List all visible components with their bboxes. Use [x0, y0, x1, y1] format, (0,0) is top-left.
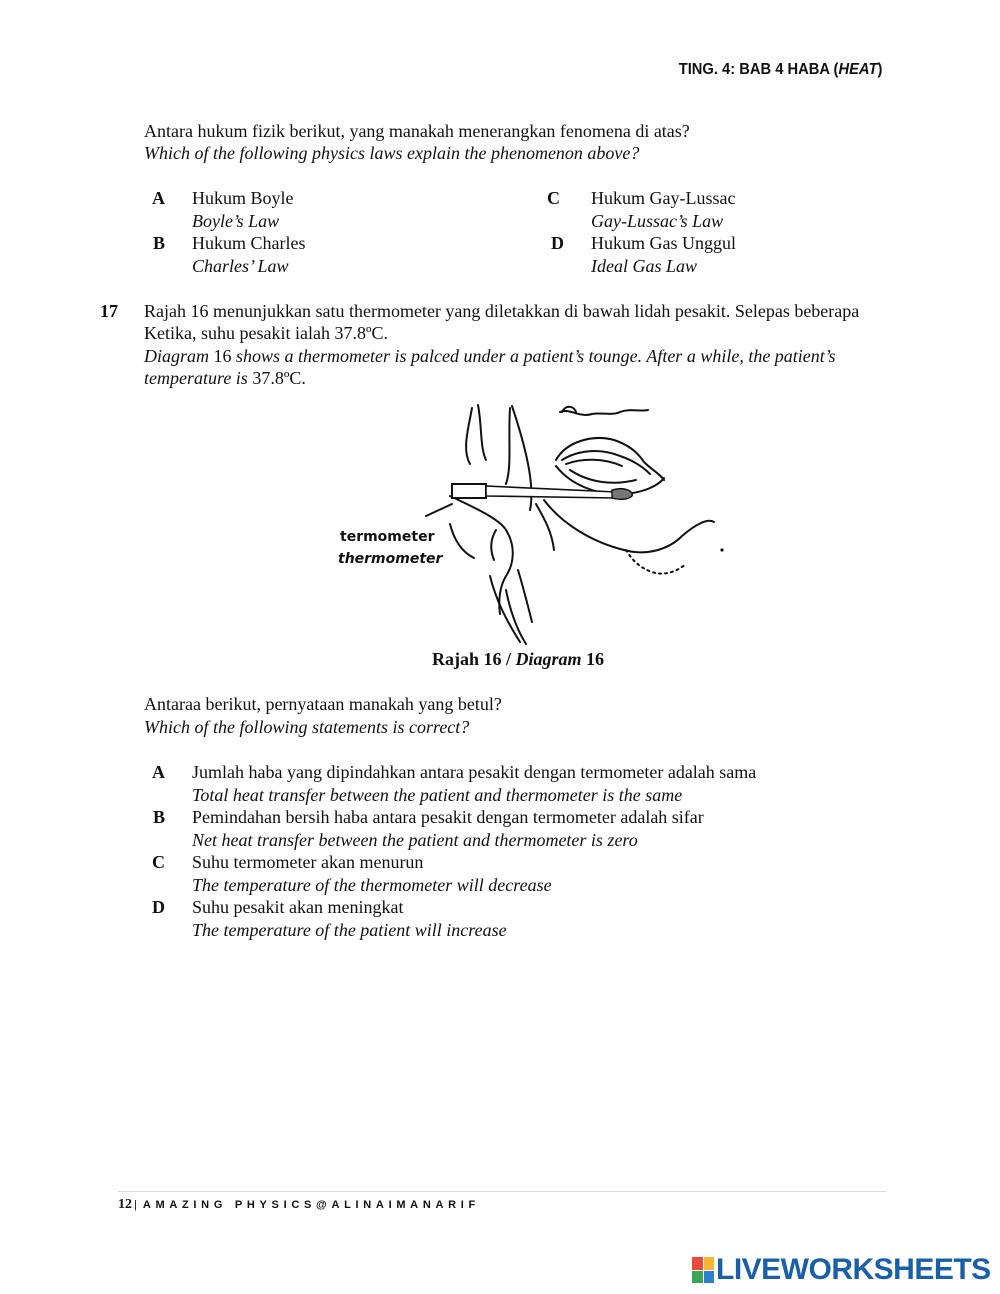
liveworksheets-text: LIVEWORKSHEETS — [716, 1253, 991, 1286]
question-stem-ms-line1: Rajah 16 menunjukkan satu thermometer yang diletakkan di bawah lidah pesakit. Selepas beberapa — [144, 301, 860, 321]
ink-dot — [720, 548, 723, 551]
page-header: TING. 4: BAB 4 HABA (HEAT) — [678, 61, 882, 78]
footer-separator: | — [134, 1199, 137, 1211]
neck-line — [626, 550, 686, 574]
prev-option-a-letter: A — [152, 188, 165, 208]
prev-question-stem-ms: Antara hukum fizik berikut, yang manakah menerangkan fenomena di atas? — [144, 121, 690, 141]
option-b-en[interactable]: Net heat transfer between the patient and thermometer is zero — [192, 830, 638, 850]
option-c-ms[interactable]: Suhu termometer akan menurun — [192, 852, 424, 872]
upper-lip — [556, 438, 664, 480]
option-b-letter: B — [153, 807, 166, 827]
prev-option-d-en: Ideal Gas Law — [591, 256, 698, 276]
liveworksheets-logo[interactable] — [692, 1252, 991, 1288]
question-stem-ms-line2: Ketika, suhu pesakit ialah 37.8ºC. — [144, 323, 389, 343]
hand-outline — [450, 496, 513, 614]
arm-line-1 — [490, 576, 520, 642]
figure-caption: Rajah 16 / Diagram 16 — [432, 649, 605, 669]
footer-divider — [118, 1191, 886, 1192]
hair-stroke-1 — [466, 408, 472, 464]
hair-stroke-2 — [478, 405, 486, 460]
prev-question-stem-en: Which of the following physics laws explain the phenomenon above? — [144, 143, 640, 163]
option-d-ms[interactable]: Suhu pesakit akan meningkat — [192, 897, 404, 917]
arm-line-3 — [518, 570, 532, 622]
prev-option-c-en: Gay-Lussac’s Law — [591, 211, 724, 231]
prev-option-d-ms: Hukum Gas Unggul — [591, 233, 736, 253]
lower-lip-inner — [570, 470, 636, 483]
page-number: 12 — [118, 1197, 132, 1212]
option-c-letter: C — [152, 852, 165, 872]
collar-line — [450, 524, 474, 558]
chin-jaw — [544, 500, 714, 552]
finger — [491, 530, 496, 560]
question-stem-en-line2: temperature is 37.8ºC. — [144, 368, 306, 388]
thermometer-bulb-end — [452, 484, 486, 498]
face-edge — [506, 408, 510, 484]
footer-brand: AMAZING PHYSICS@ALINAIMANARIF — [142, 1199, 480, 1211]
teeth-line — [566, 460, 622, 466]
prev-option-b-letter: B — [153, 233, 166, 253]
prev-option-c-letter: C — [547, 188, 560, 208]
prev-option-c-ms: Hukum Gay-Lussac — [591, 188, 736, 208]
option-a-en[interactable]: Total heat transfer between the patient and thermometer is the same — [192, 785, 683, 805]
sub-stem-ms: Antaraa berikut, pernyataan manakah yang betul? — [144, 694, 502, 714]
option-a-ms[interactable]: Jumlah haba yang dipindahkan antara pesakit dengan termometer adalah sama — [192, 762, 757, 782]
option-d-letter: D — [152, 897, 165, 917]
prev-option-a-en: Boyle’s Law — [192, 211, 280, 231]
page-footer — [118, 1197, 480, 1213]
thermometer-stem — [486, 486, 616, 498]
liveworksheets-icon — [692, 1257, 714, 1283]
nose-curve — [560, 410, 648, 415]
option-a-letter: A — [152, 762, 165, 782]
option-b-ms[interactable]: Pemindahan bersih haba antara pesakit dengan termometer adalah sifar — [192, 807, 704, 827]
label-pointer — [426, 504, 452, 516]
sub-stem-en: Which of the following statements is correct? — [144, 717, 470, 737]
thermometer-tip — [612, 489, 632, 500]
thermometer-label-ms: termometer — [340, 529, 435, 545]
question-number: 17 — [100, 301, 118, 321]
prev-option-a-ms: Hukum Boyle — [192, 188, 294, 208]
option-c-en[interactable]: The temperature of the thermometer will decrease — [192, 875, 552, 895]
thermometer-diagram — [330, 400, 730, 648]
prev-option-b-en: Charles’ Law — [192, 256, 289, 276]
option-d-en[interactable]: The temperature of the patient will increase — [192, 920, 507, 940]
question-stem-en-line1: Diagram 16 shows a thermometer is palced under a patient’s tounge. After a while, the patient’s — [144, 346, 836, 366]
prev-option-b-ms: Hukum Charles — [192, 233, 306, 253]
thermometer-label-en: thermometer — [338, 551, 443, 567]
prev-option-d-letter: D — [551, 233, 564, 253]
cheek-line — [536, 504, 554, 550]
